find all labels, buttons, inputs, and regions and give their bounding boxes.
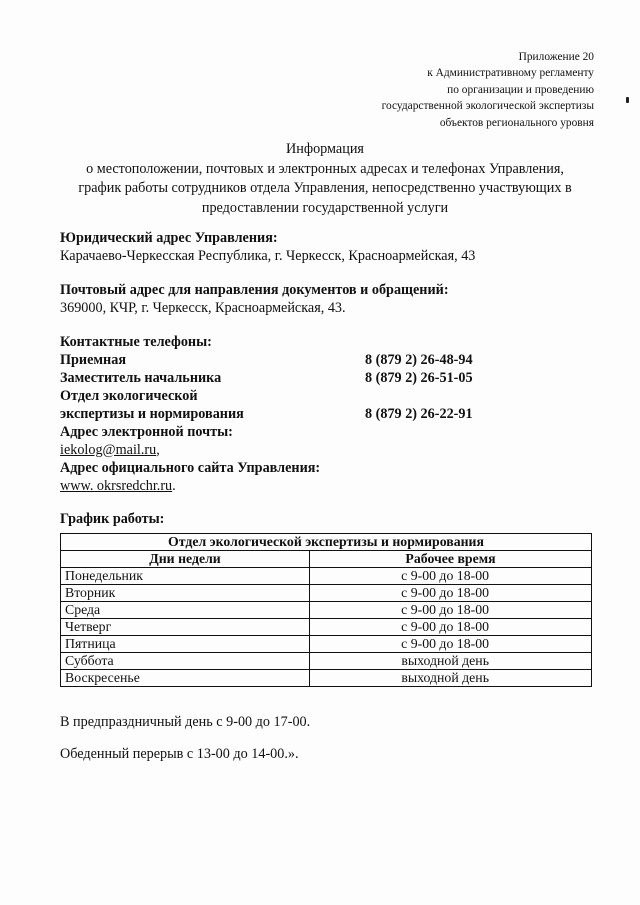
time-cell: выходной день xyxy=(310,670,592,687)
day-cell: Суббота xyxy=(61,653,310,670)
contact-row-deputy xyxy=(60,369,620,387)
document-title xyxy=(40,140,610,218)
scan-speck xyxy=(626,97,629,103)
postal-address-value: 369000, КЧР, г. Черкесск, Красноармейская, 43. xyxy=(60,300,346,316)
day-cell: Понедельник xyxy=(61,568,310,585)
column-header-days: Дни недели xyxy=(61,551,310,568)
table-row xyxy=(61,653,592,670)
site-suffix: . xyxy=(172,478,176,494)
table-row xyxy=(61,585,592,602)
table-title-row xyxy=(61,534,592,551)
site-line xyxy=(60,477,620,495)
title-line: о местоположении, почтовых и электронных адресах и телефонах Управления, xyxy=(86,160,564,177)
dept-label-line1: Отдел экологической xyxy=(60,388,198,404)
contact-row-department xyxy=(60,405,620,423)
title-line: предоставлении государственной услуги xyxy=(201,199,449,216)
table-row xyxy=(61,619,592,636)
day-cell: Пятница xyxy=(61,636,310,653)
schedule-table xyxy=(60,533,592,687)
time-cell: с 9-00 до 18-00 xyxy=(310,619,592,636)
table-header-row xyxy=(61,551,592,568)
time-cell: с 9-00 до 18-00 xyxy=(310,636,592,653)
email-line xyxy=(60,441,620,459)
time-cell: с 9-00 до 18-00 xyxy=(310,585,592,602)
contacts-label: Контактные телефоны: xyxy=(60,334,212,350)
contact-row-reception xyxy=(60,351,620,369)
lunch-note: Обеденный перерыв с 13-00 до 14-00.». xyxy=(60,746,299,762)
title-heading: Информация xyxy=(286,141,364,157)
table-row xyxy=(61,670,592,687)
email-label: Адрес электронной почты: xyxy=(60,424,233,440)
dept-label-line2: экспертизы и нормирования xyxy=(60,406,244,422)
postal-address-label: Почтовый адрес для направления документов и обращений: xyxy=(60,282,449,298)
appendix-line: к Административному регламенту xyxy=(427,67,594,80)
column-header-time: Рабочее время xyxy=(310,551,592,568)
table-row xyxy=(61,602,592,619)
table-row xyxy=(61,636,592,653)
day-cell: Четверг xyxy=(61,619,310,636)
site-label: Адрес официального сайта Управления: xyxy=(60,460,321,476)
day-cell: Вторник xyxy=(61,585,310,602)
postal-address-section xyxy=(60,281,449,317)
time-cell: с 9-00 до 18-00 xyxy=(310,602,592,619)
deputy-phone: 8 (879 2) 26-51-05 xyxy=(365,370,473,386)
table-title: Отдел экологической экспертизы и нормирования xyxy=(61,534,592,551)
dept-phone: 8 (879 2) 26-22-91 xyxy=(365,406,473,422)
deputy-label: Заместитель начальника xyxy=(60,370,222,386)
reception-phone: 8 (879 2) 26-48-94 xyxy=(365,352,473,368)
title-line: график работы сотрудников отдела Управления, непосредственно участвующих в xyxy=(78,180,572,197)
appendix-line: Приложение 20 xyxy=(518,51,594,63)
email-suffix: , xyxy=(156,442,160,458)
appendix-line: объектов регионального уровня xyxy=(439,116,594,129)
legal-address-label: Юридический адрес Управления: xyxy=(60,230,278,246)
day-cell: Среда xyxy=(61,602,310,619)
site-link[interactable]: www. okrsredchr.ru xyxy=(60,478,173,494)
appendix-line: по организации и проведению xyxy=(447,83,594,96)
preholiday-note: В предпраздничный день с 9-00 до 17-00. xyxy=(60,714,311,730)
schedule-label: График работы: xyxy=(60,511,165,527)
email-link[interactable]: iekolog@mail.ru xyxy=(60,442,157,458)
appendix-header xyxy=(264,49,594,131)
appendix-line: государственной экологической экспертизы xyxy=(381,100,594,113)
time-cell: с 9-00 до 18-00 xyxy=(310,568,592,585)
day-cell: Воскресенье xyxy=(61,670,310,687)
legal-address-section xyxy=(60,229,475,265)
reception-label: Приемная xyxy=(60,352,127,368)
legal-address-value: Карачаево-Черкесская Республика, г. Черкесск, Красноармейская, 43 xyxy=(60,248,476,264)
contacts-section xyxy=(60,333,620,495)
time-cell: выходной день xyxy=(310,653,592,670)
table-row xyxy=(61,568,592,585)
